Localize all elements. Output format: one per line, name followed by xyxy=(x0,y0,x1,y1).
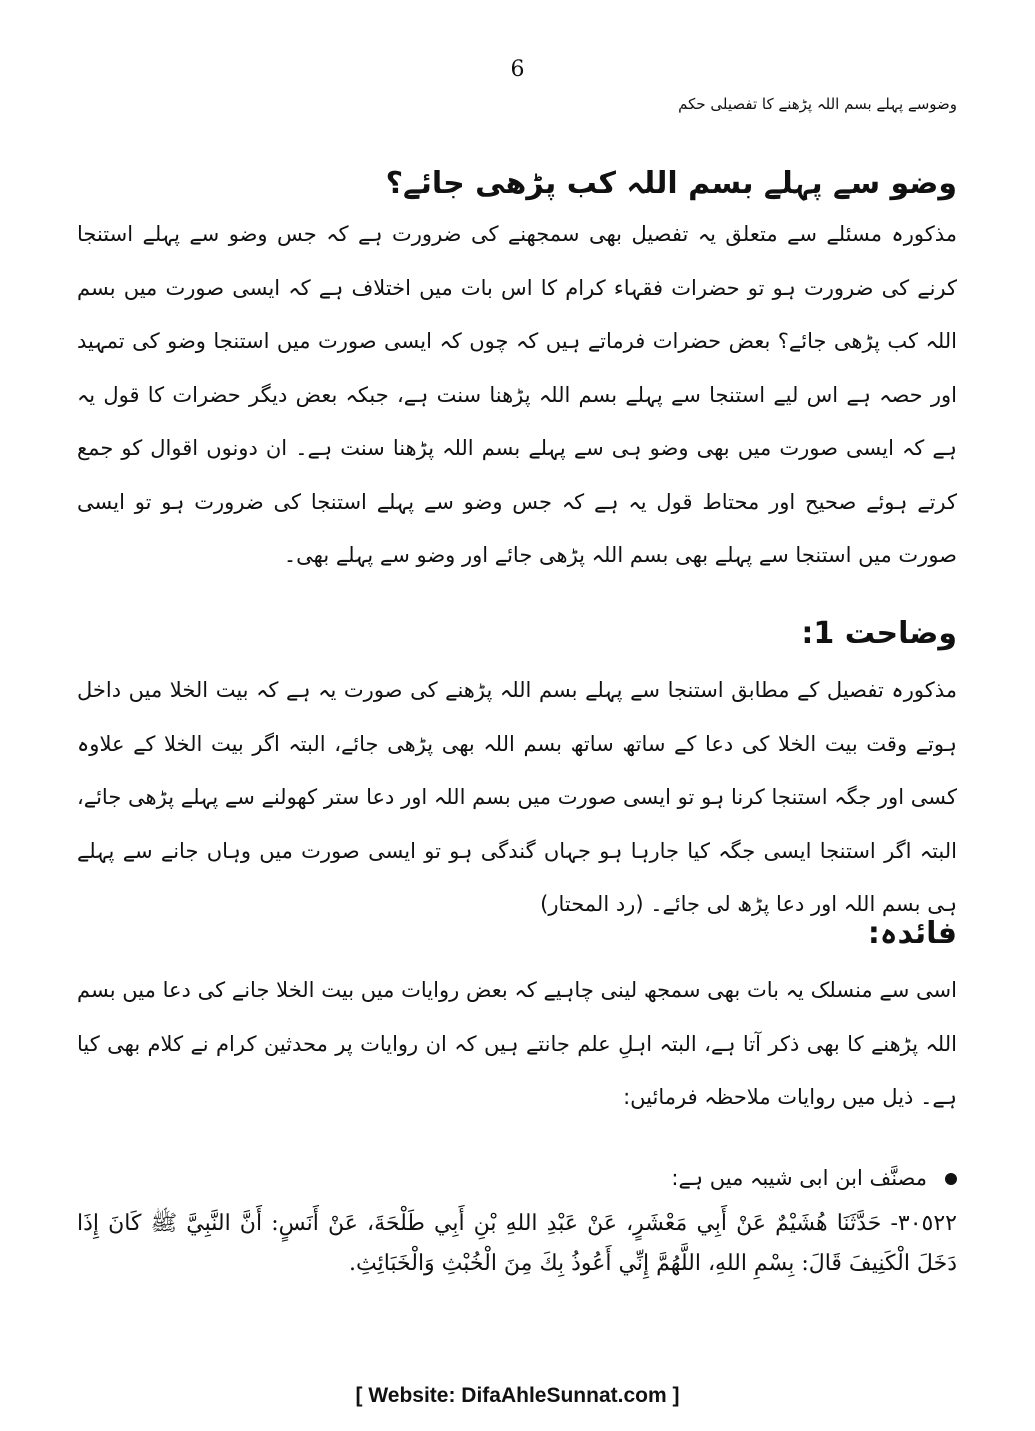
bullet-item-text: مصنَّف ابن ابی شیبہ میں ہے: xyxy=(671,1166,927,1190)
section-heading-clarification-1: وضاحت 1: xyxy=(801,616,957,651)
section-heading-benefit: فائدہ: xyxy=(867,916,957,951)
paragraph-when-bismillah: مذکورہ مسئلے سے متعلق یہ تفصیل بھی سمجھنے کی ضرورت ہے کہ جس وضو سے پہلے استنجا کرنے کی ضرورت ہو تو حضرات فقہاء کرام کا اس بات میں اختلاف ہے کہ ایسی صورت میں بسم اللہ کب پڑھی جائے؟ بعض حضرات فرماتے ہیں کہ چوں کہ ایسی صورت میں استنجا وضو کی تمہید اور حصہ ہے اس لیے استنجا سے پہلے بسم اللہ پڑھنا سنت ہے، جبکہ بعض دیگر حضرات کا قول یہ ہے کہ ایسی صورت میں بھی وضو ہی سے پہلے بسم اللہ پڑھنا سنت ہے۔ ان دونوں اقوال کو جمع کرتے ہوئے صحیح اور محتاط قول یہ ہے کہ جس وضو سے پہلے استنجا کی ضرورت ہو تو ایسی صورت میں استنجا سے پہلے بھی بسم اللہ پڑھی جائے اور وضو سے پہلے بھی۔ xyxy=(77,222,957,567)
section-heading-when-bismillah: وضو سے پہلے بسم اللہ کب پڑھی جائے؟ xyxy=(385,166,957,201)
bullet-item xyxy=(77,1158,957,1198)
page-number: 6 xyxy=(510,57,525,82)
website-footer: [ Website: DifaAhleSunnat.com ] xyxy=(355,1384,680,1407)
hadith-arabic-text: ٣٠٥٢٢- حَدَّثَنَا هُشَيْمٌ عَنْ أَبِي مَعْشَرٍ، عَنْ عَبْدِ اللهِ بْنِ أَبِي طَلْحَةَ، عَنْ أَنَسٍ: أَنَّ النَّبِيَّ ﷺ كَانَ إِذَا دَخَلَ الْكَنِيفَ قَالَ: بِسْمِ اللهِ، اللَّهُمَّ إِنِّي أَعُوذُ بِكَ مِنَ الْخُبْثِ وَالْخَبَائِثِ. xyxy=(77,1211,957,1276)
bullet-dot-icon xyxy=(945,1173,957,1185)
paragraph-benefit: اسی سے منسلک یہ بات بھی سمجھ لینی چاہیے کہ بعض روایات میں بیت الخلا جانے کی دعا میں بسم اللہ پڑھنے کا بھی ذکر آتا ہے، البتہ اہلِ علم جانتے ہیں کہ ان روایات پر محدثین کرام نے کلام بھی کیا ہے۔ ذیل میں روایات ملاحظہ فرمائیں: xyxy=(77,978,957,1109)
paragraph-clarification-1: مذکورہ تفصیل کے مطابق استنجا سے پہلے بسم اللہ پڑھنے کی صورت یہ ہے کہ بیت الخلا میں داخل ہوتے وقت بیت الخلا کی دعا کے ساتھ ساتھ بسم اللہ بھی پڑھی جائے، البتہ اگر بیت الخلا کے علاوہ کسی اور جگہ استنجا کرنا ہو تو ایسی صورت میں بسم اللہ اور دعا ستر کھولنے سے پہلے پڑھی جائے، البتہ اگر استنجا ایسی جگہ کیا جارہا ہو جہاں گندگی ہو تو ایسی صورت میں وہاں جانے سے پہلے ہی بسم اللہ اور دعا پڑھ لی جائے۔ (رد المحتار) xyxy=(77,678,957,916)
running-head: وضوسے پہلے بسم اللہ پڑھنے کا تفصیلی حکم xyxy=(678,95,957,113)
